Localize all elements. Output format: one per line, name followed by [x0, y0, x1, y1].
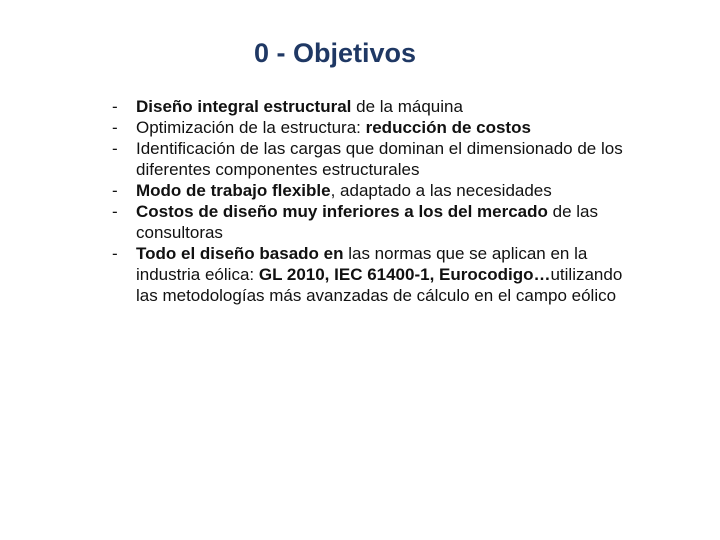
bullet-text-bold: Modo de trabajo flexible — [136, 181, 331, 200]
bullet-text: las normas que se aplican en la industria eólica: — [136, 244, 588, 284]
bullet-text: de las consultoras — [136, 202, 598, 242]
bullet-text: utilizando las metodologías más avanzadas de cálculo en el campo eólico — [136, 265, 623, 305]
bullet-text-bold: Todo el diseño basado en — [136, 244, 344, 263]
bullet-item — [108, 117, 648, 138]
bullet-marker: - — [112, 244, 118, 263]
slide-title: 0 - Objetivos — [254, 38, 417, 68]
bullet-text-bold: reducción de costos — [365, 118, 531, 137]
bullet-marker: - — [112, 202, 118, 221]
bullet-text: Identificación de las cargas que dominan el dimensionado de los diferentes componentes estructurales — [136, 139, 623, 179]
bullet-text: de la máquina — [351, 97, 463, 116]
bullet-text-bold: GL 2010, IEC 61400-1, Eurocodigo… — [258, 265, 551, 284]
bullet-item — [108, 180, 648, 201]
bullet-item — [108, 96, 648, 117]
bullet-item — [108, 138, 648, 180]
bullet-item — [108, 243, 648, 306]
objectives-list — [108, 96, 648, 306]
bullet-marker: - — [112, 181, 118, 200]
bullet-marker: - — [112, 118, 118, 137]
bullet-marker: - — [112, 139, 118, 158]
bullet-text-bold: Costos de diseño muy inferiores a los del mercado — [136, 202, 548, 221]
bullet-marker: - — [112, 97, 118, 116]
bullet-text: Optimización de la estructura: — [136, 118, 366, 137]
bullet-text-bold: Diseño integral estructural — [136, 97, 352, 116]
bullet-item — [108, 201, 648, 243]
bullet-text: , adaptado a las necesidades — [330, 181, 552, 200]
